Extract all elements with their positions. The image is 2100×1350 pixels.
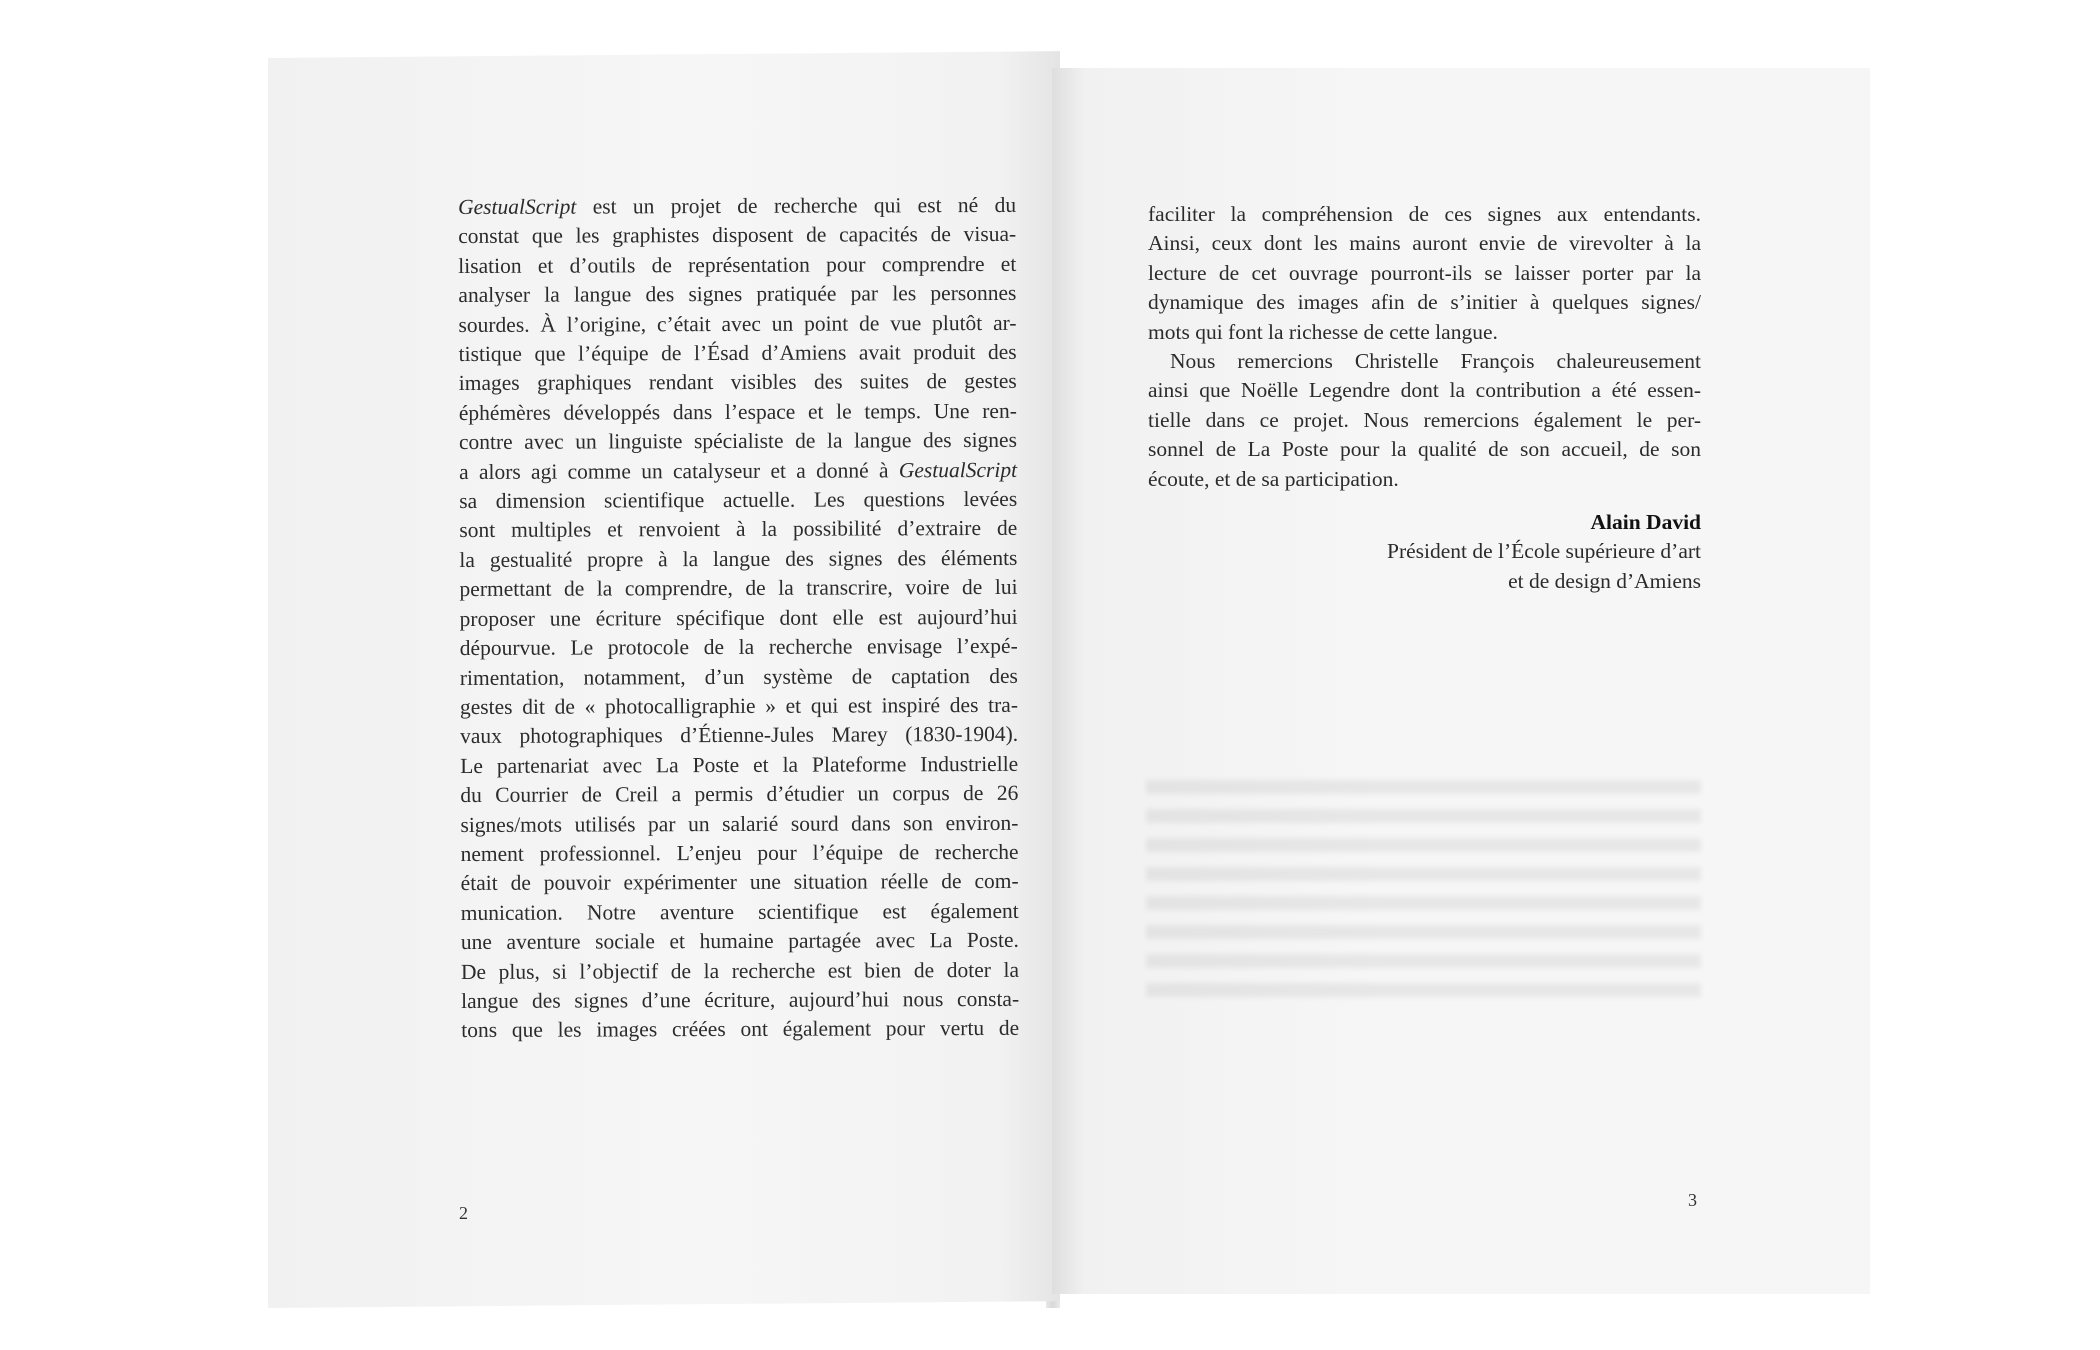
- body-line: permettant de la comprendre, de la transcrire, voire de lui: [459, 575, 1018, 602]
- body-line: sont multiples et renvoient à la possibilité d’extraire de: [459, 516, 1018, 543]
- body-line: gestes dit de « photocalligraphie » et qui est inspiré des tra-: [459, 692, 1019, 719]
- body-line: faciliter la compréhension de ces signes aux entendants.: [1148, 202, 1701, 226]
- body-line: mots qui font la richesse de cette langue.: [1148, 319, 1498, 344]
- body-line: dynamique des images afin de s’initier à quelques signes/: [1148, 290, 1701, 315]
- body-line: rimentation, notamment, d’un système de captation des: [459, 663, 1018, 690]
- signature-title: Président de l’École supérieure d’art: [1386, 539, 1701, 564]
- signature-title: et de design d’Amiens: [1508, 568, 1701, 593]
- body-line: images graphiques rendant visibles des suites de gestes: [458, 369, 1017, 396]
- body-line: tielle dans ce projet. Nous remercions également le per-: [1148, 407, 1701, 432]
- body-line: écoute, et de sa participation.: [1148, 466, 1399, 491]
- page-number-right: 3: [1688, 1190, 1697, 1210]
- body-line: tons que les images créées ont également pour vertu de: [461, 1016, 1020, 1043]
- body-line: signes/mots utilisés par un salarié sourd dans son environ-: [460, 810, 1019, 837]
- body-line: De plus, si l’objectif de la recherche est bien de doter la: [460, 957, 1020, 984]
- body-line: était de pouvoir expérimenter une situation réelle de com-: [460, 869, 1019, 896]
- body-line: nement professionnel. L’enjeu pour l’équipe de recherche: [460, 839, 1019, 866]
- right-page-body: [1148, 200, 1701, 494]
- body-line: lecture de cet ouvrage pourront-ils se laisser porter par la: [1148, 260, 1701, 285]
- body-line: analyser la langue des signes pratiquée par les personnes: [458, 281, 1017, 308]
- left-page-body: [458, 191, 1019, 1046]
- page-number-left: 2: [459, 1203, 468, 1223]
- body-line: du Courrier de Creil a permis d’étudier un corpus de 26: [460, 780, 1019, 808]
- body-line: tistique que l’équipe de l’Ésad d’Amiens avait produit des: [458, 339, 1017, 367]
- body-line: la gestualité propre à la langue des signes des éléments: [459, 545, 1018, 572]
- body-line: langue des signes d’une écriture, aujourd’hui nous consta-: [461, 986, 1020, 1013]
- body-line: sourdes. À l’origine, c’était avec un point de vue plutôt ar-: [458, 310, 1017, 337]
- body-line: sonnel de La Poste pour la qualité de son accueil, de son: [1148, 437, 1701, 462]
- body-line: Nous remercions Christelle François chaleureusement: [1170, 349, 1701, 374]
- body-line: a alors agi comme un catalyseur et a donné à GestualScript: [459, 457, 1018, 484]
- body-line: une aventure sociale et humaine partagée avec La Poste.: [460, 928, 1019, 955]
- body-line: constat que les graphistes disposent de capacités de visua-: [458, 222, 1017, 249]
- body-line: sa dimension scientifique actuelle. Les questions levées: [459, 486, 1018, 514]
- body-line: ainsi que Noëlle Legendre dont la contribution a été essen-: [1148, 378, 1701, 403]
- signature-name: Alain David: [1590, 510, 1701, 534]
- body-line: éphémères développés dans l’espace et le temps. Une ren-: [458, 398, 1017, 425]
- body-line: dépourvue. Le protocole de la recherche envisage l’expé-: [459, 633, 1018, 661]
- body-line: proposer une écriture spécifique dont elle est aujourd’hui: [459, 604, 1018, 631]
- body-line: munication. Notre aventure scientifique est également: [460, 898, 1019, 925]
- body-line: vaux photographiques d’Étienne-Jules Marey (1830-1904).: [460, 722, 1019, 749]
- body-line: Le partenariat avec La Poste et la Plateforme Industrielle: [460, 751, 1019, 778]
- body-line: contre avec un linguiste spécialiste de la langue des signes: [458, 428, 1017, 455]
- show-through-text: [1146, 780, 1701, 1010]
- signature-block: [1387, 508, 1701, 596]
- body-line: GestualScript est un projet de recherche qui est né du: [458, 192, 1017, 219]
- body-line: Ainsi, ceux dont les mains auront envie de virevolter à la: [1148, 231, 1701, 256]
- body-line: lisation et d’outils de représentation pour comprendre et: [458, 251, 1017, 278]
